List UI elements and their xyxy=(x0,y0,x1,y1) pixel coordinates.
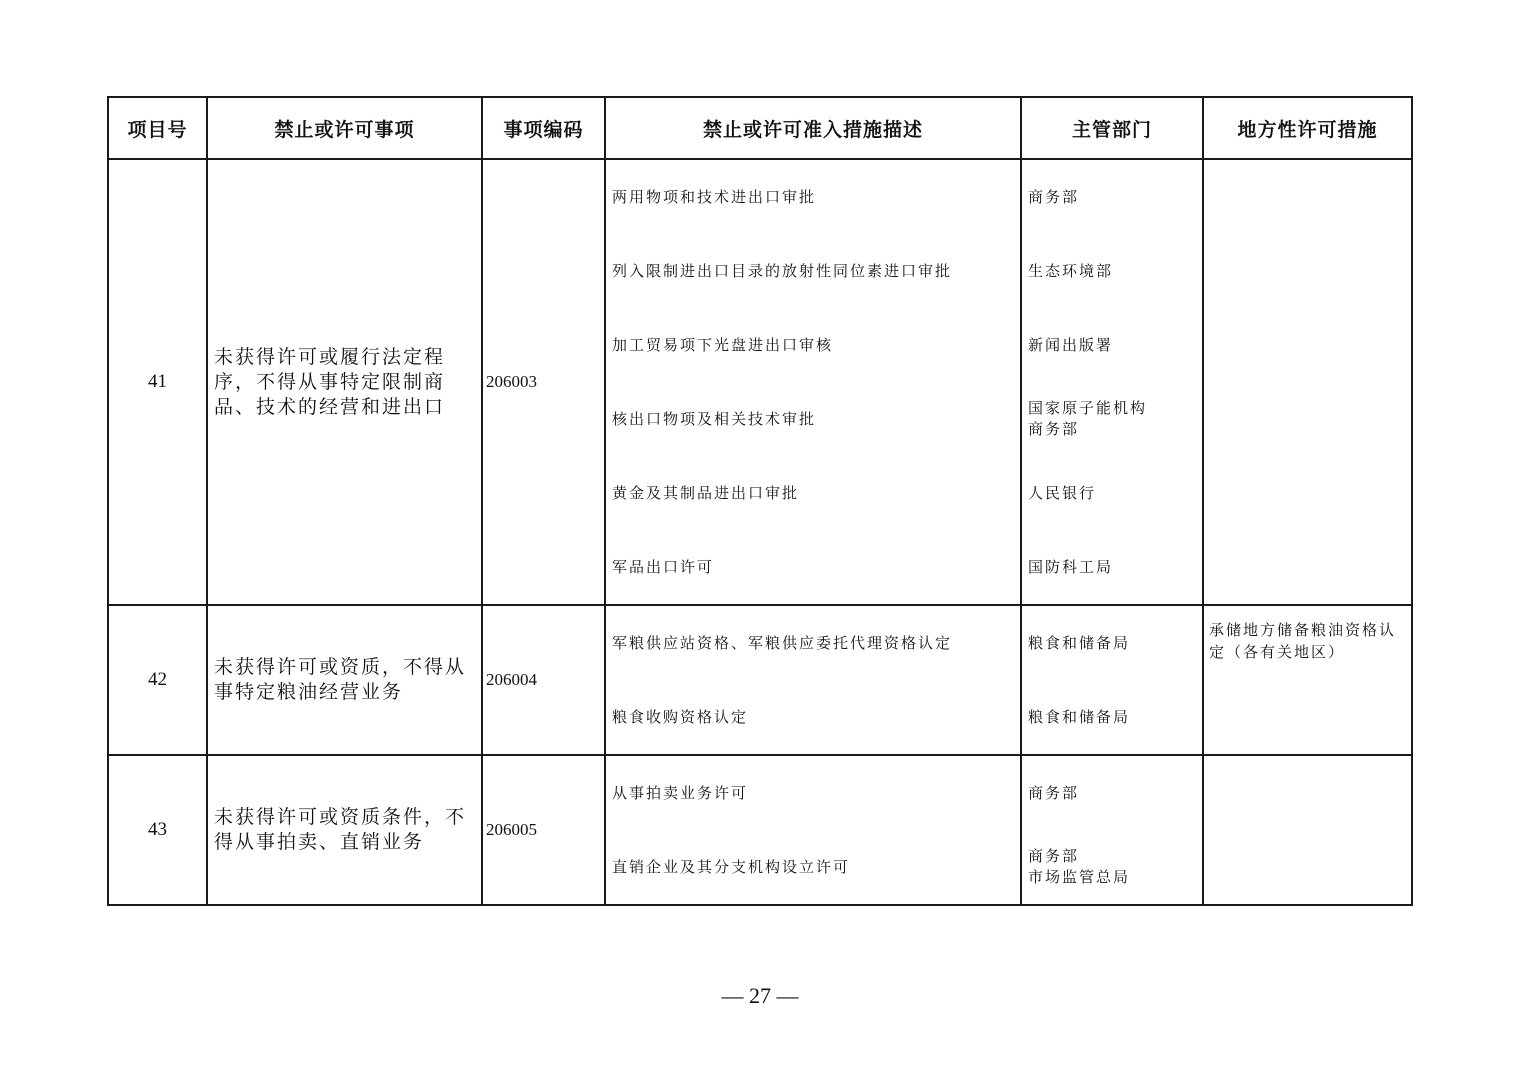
measure-desc: 列入限制进出口目录的放射性同位素进口审批 xyxy=(612,261,953,280)
measure-desc: 核出口物项及相关技术审批 xyxy=(612,409,817,428)
department: 新闻出版署 xyxy=(1028,335,1114,354)
department: 商务部 xyxy=(1028,783,1080,802)
measure-desc: 从事拍卖业务许可 xyxy=(612,783,749,802)
row-number: 43 xyxy=(108,755,207,905)
department: 生态环境部 xyxy=(1028,261,1114,280)
row-code: 206005 xyxy=(482,755,605,905)
header-measure-desc: 禁止或许可准入措施描述 xyxy=(605,97,1021,159)
header-project-number: 项目号 xyxy=(108,97,207,159)
measure-desc: 直销企业及其分支机构设立许可 xyxy=(612,857,851,876)
row-item: 未获得许可或资质条件，不得从事拍卖、直销业务 xyxy=(207,755,482,905)
row-item: 未获得许可或履行法定程序，不得从事特定限制商品、技术的经营和进出口 xyxy=(207,159,482,605)
measure-desc: 粮食收购资格认定 xyxy=(612,707,749,726)
row-code: 206003 xyxy=(482,159,605,605)
measure-desc: 黄金及其制品进出口审批 xyxy=(612,483,800,502)
department: 国防科工局 xyxy=(1028,557,1114,576)
measure-desc-list xyxy=(605,159,1021,605)
measure-desc-list xyxy=(605,605,1021,755)
department-list xyxy=(1021,755,1203,905)
local-measure xyxy=(1203,159,1412,605)
local-measure xyxy=(1203,755,1412,905)
measure-desc: 军粮供应站资格、军粮供应委托代理资格认定 xyxy=(612,633,953,652)
department-list xyxy=(1021,159,1203,605)
department: 人民银行 xyxy=(1028,483,1097,502)
row-item: 未获得许可或资质，不得从事特定粮油经营业务 xyxy=(207,605,482,755)
measure-desc: 加工贸易项下光盘进出口审核 xyxy=(612,335,834,354)
department: 国家原子能机构 商务部 xyxy=(1028,399,1148,438)
table-row xyxy=(108,159,1412,605)
department-list xyxy=(1021,605,1203,755)
measure-desc: 两用物项和技术进出口审批 xyxy=(612,187,817,206)
table-row xyxy=(108,605,1412,755)
row-number: 41 xyxy=(108,159,207,605)
department: 粮食和储备局 xyxy=(1028,633,1131,652)
department: 商务部 市场监管总局 xyxy=(1028,847,1131,886)
header-department: 主管部门 xyxy=(1021,97,1203,159)
local-measure: 承储地方储备粮油资格认定（各有关地区） xyxy=(1203,605,1412,755)
department: 商务部 xyxy=(1028,187,1080,206)
permit-table xyxy=(107,96,1413,906)
department: 粮食和储备局 xyxy=(1028,707,1131,726)
table-header-row xyxy=(108,97,1412,159)
table-row xyxy=(108,755,1412,905)
header-local-measure: 地方性许可措施 xyxy=(1203,97,1412,159)
page-number: — 27 — xyxy=(721,983,799,1008)
measure-desc: 军品出口许可 xyxy=(612,557,715,576)
header-item: 禁止或许可事项 xyxy=(207,97,482,159)
row-code: 206004 xyxy=(482,605,605,755)
header-code: 事项编码 xyxy=(482,97,605,159)
measure-desc-list xyxy=(605,755,1021,905)
row-number: 42 xyxy=(108,605,207,755)
